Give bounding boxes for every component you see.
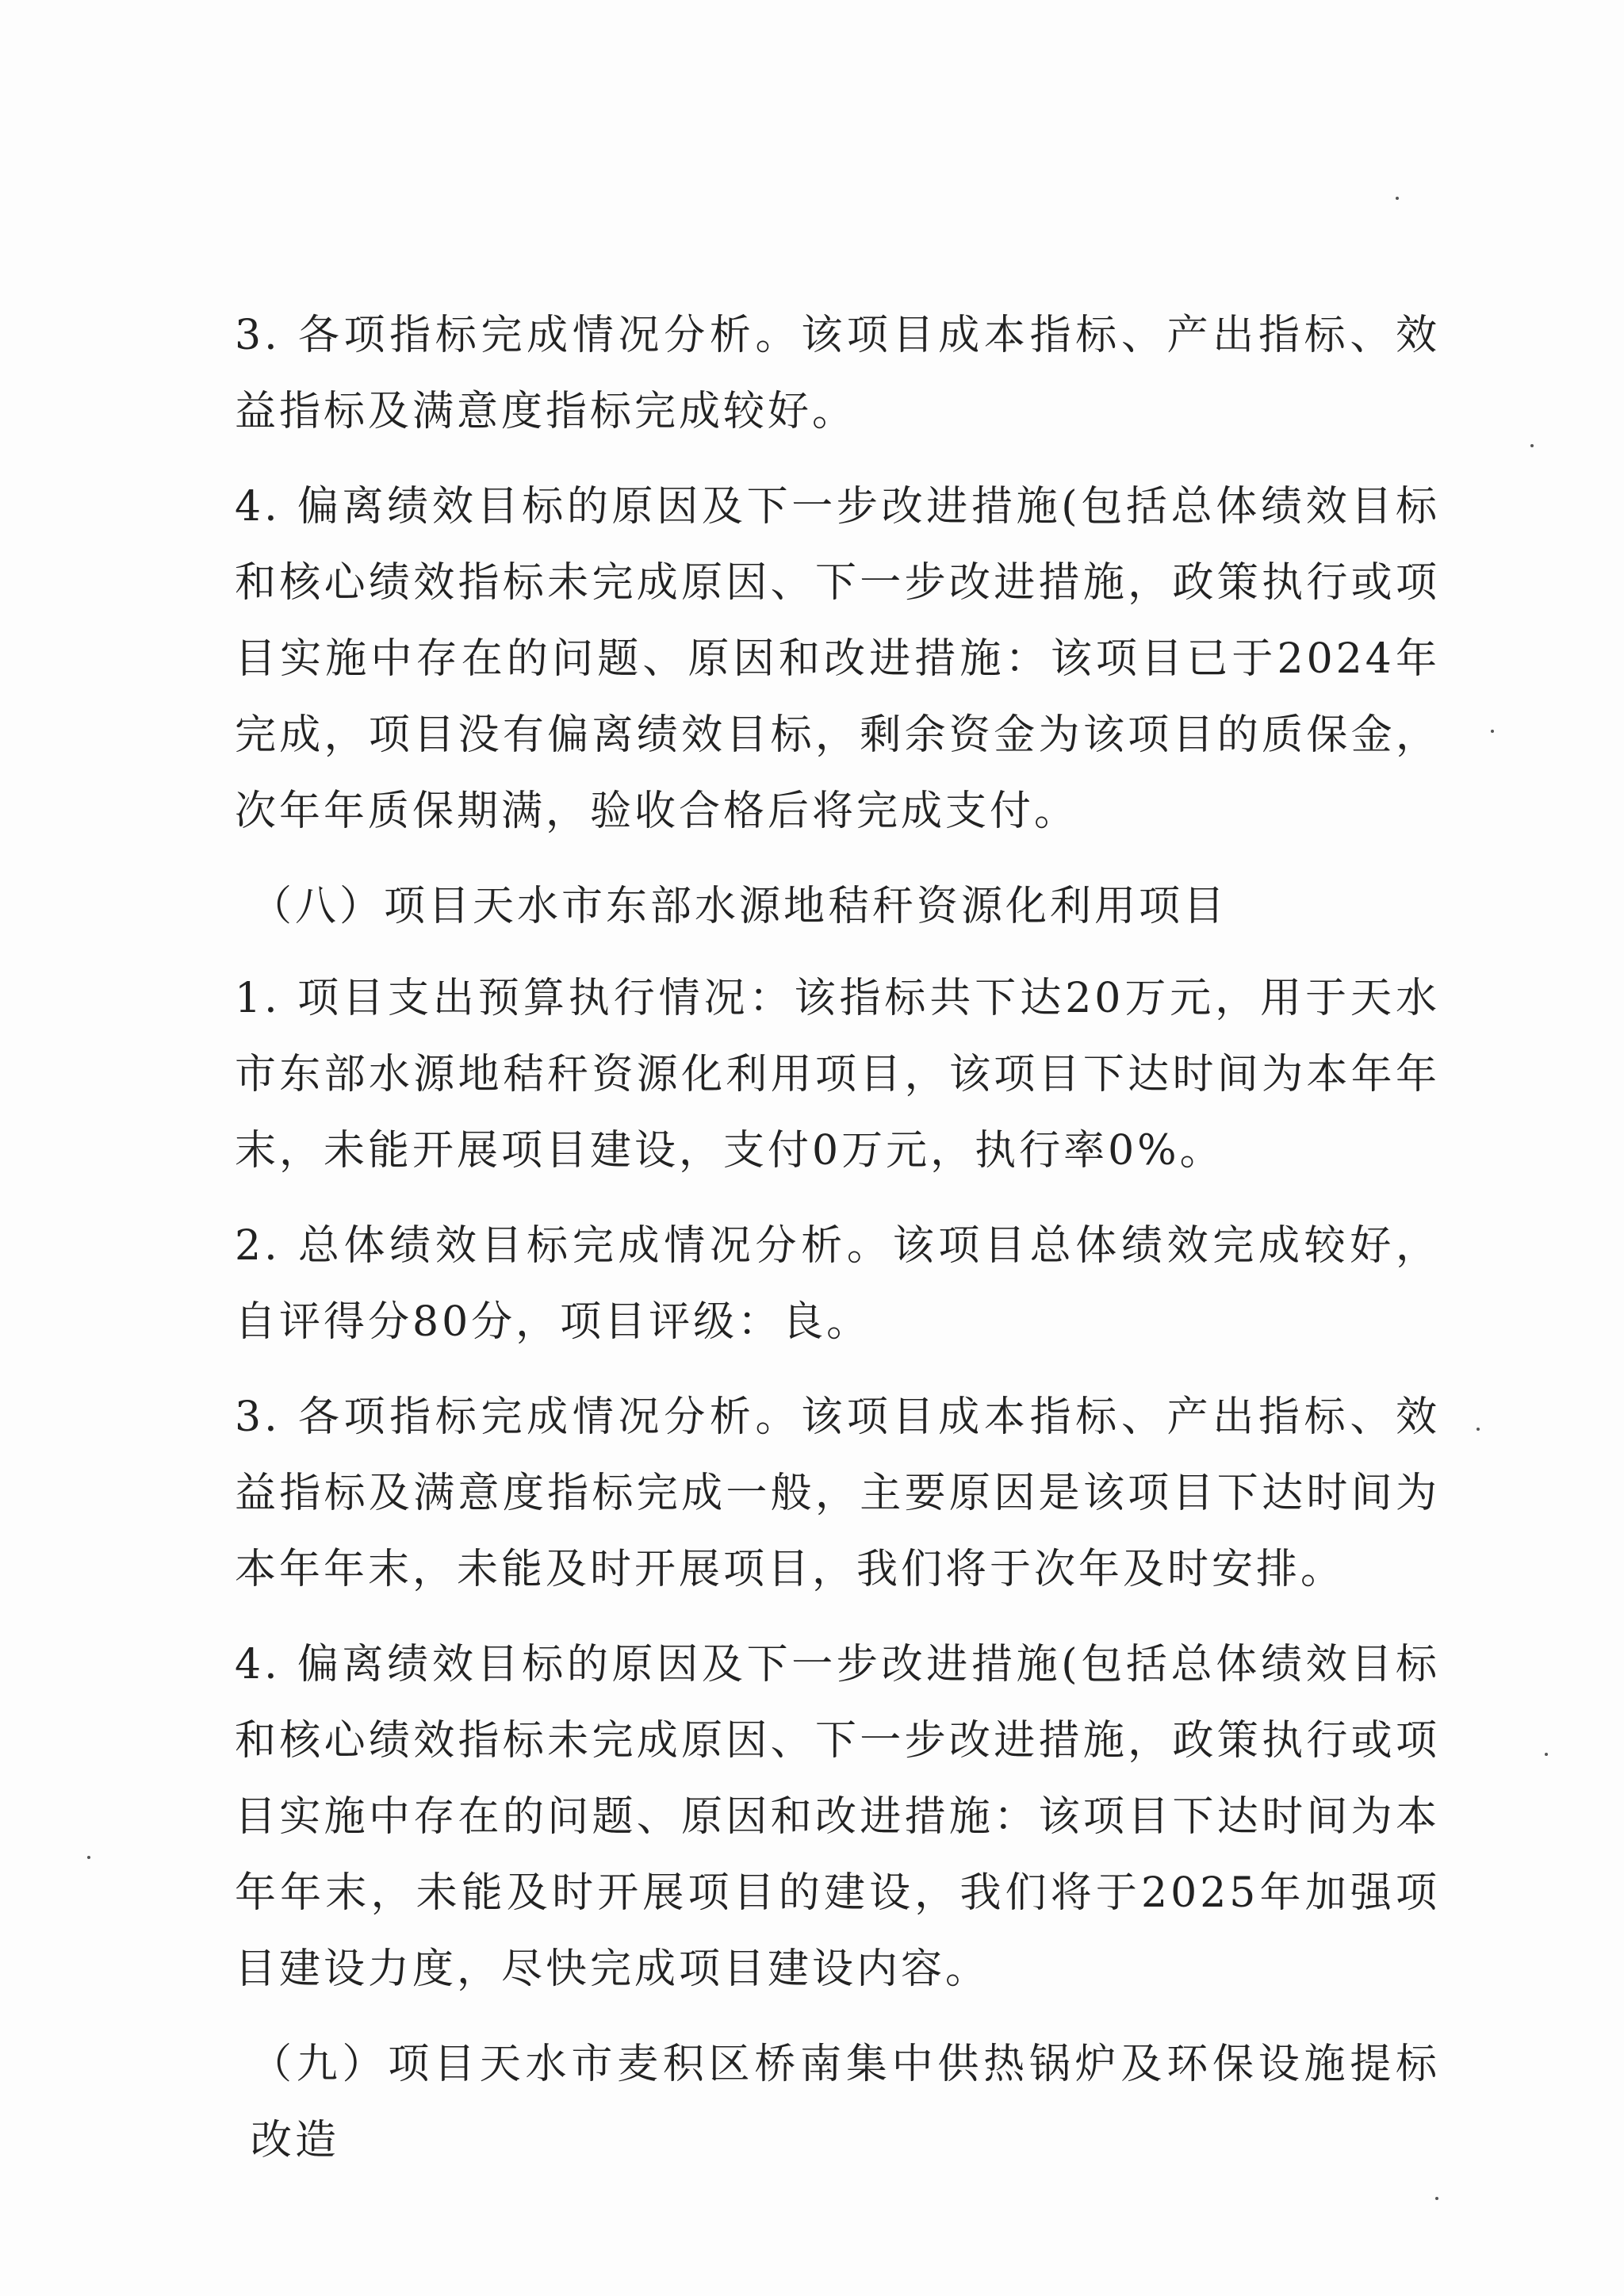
scan-speck bbox=[87, 1856, 90, 1859]
paragraph-indicator-analysis-7: 3. 各项指标完成情况分析。该项目成本指标、产出指标、效益指标及满意度指标完成较好。 bbox=[235, 312, 1440, 435]
paragraph-overall-performance-8: 2. 总体绩效目标完成情况分析。该项目总体绩效完成较好，自评得分80分，项目评级：良。 bbox=[235, 1222, 1440, 1346]
document-body bbox=[235, 297, 1440, 2194]
paragraph-budget-execution-8: 1. 项目支出预算执行情况：该指标共下达20万元，用于天水市东部水源地秸秆资源化利用项目，该项目下达时间为本年年末，未能开展项目建设，支付0万元，执行率0%。 bbox=[235, 975, 1440, 1175]
paragraph-deviation-causes-7: 4. 偏离绩效目标的原因及下一步改进措施(包括总体绩效目标和核心绩效指标未完成原因、下一步改进措施，政策执行或项目实施中存在的问题、原因和改进措施：该项目已于2024年完成，项目没有偏离绩效目标，剩余资金为该项目的质保金，次年年质保期满，验收合格后将完成支付。 bbox=[235, 483, 1440, 835]
scan-speck bbox=[1396, 197, 1399, 200]
paragraph-indicator-analysis-8: 3. 各项指标完成情况分析。该项目成本指标、产出指标、效益指标及满意度指标完成一般，主要原因是该项目下达时间为本年年末，未能及时开展项目，我们将于次年及时安排。 bbox=[235, 1393, 1440, 1593]
scan-speck bbox=[1435, 2197, 1438, 2200]
scan-speck bbox=[1491, 730, 1494, 733]
scan-speck bbox=[1477, 1428, 1480, 1431]
scan-speck bbox=[1530, 444, 1534, 447]
scan-speck bbox=[1545, 1753, 1548, 1756]
paragraph-deviation-causes-8: 4. 偏离绩效目标的原因及下一步改进措施(包括总体绩效目标和核心绩效指标未完成原因、下一步改进措施，政策执行或项目实施中存在的问题、原因和改进措施：该项目下达时间为本年年末，未能及时开展项目的建设，我们将于2025年加强项目建设力度，尽快完成项目建设内容。 bbox=[235, 1641, 1440, 1993]
section-heading-9: （九）项目天水市麦积区桥南集中供热锅炉及环保设施提标改造 bbox=[251, 2041, 1440, 2164]
section-heading-8: （八）项目天水市东部水源地秸秆资源化利用项目 bbox=[251, 883, 1228, 930]
